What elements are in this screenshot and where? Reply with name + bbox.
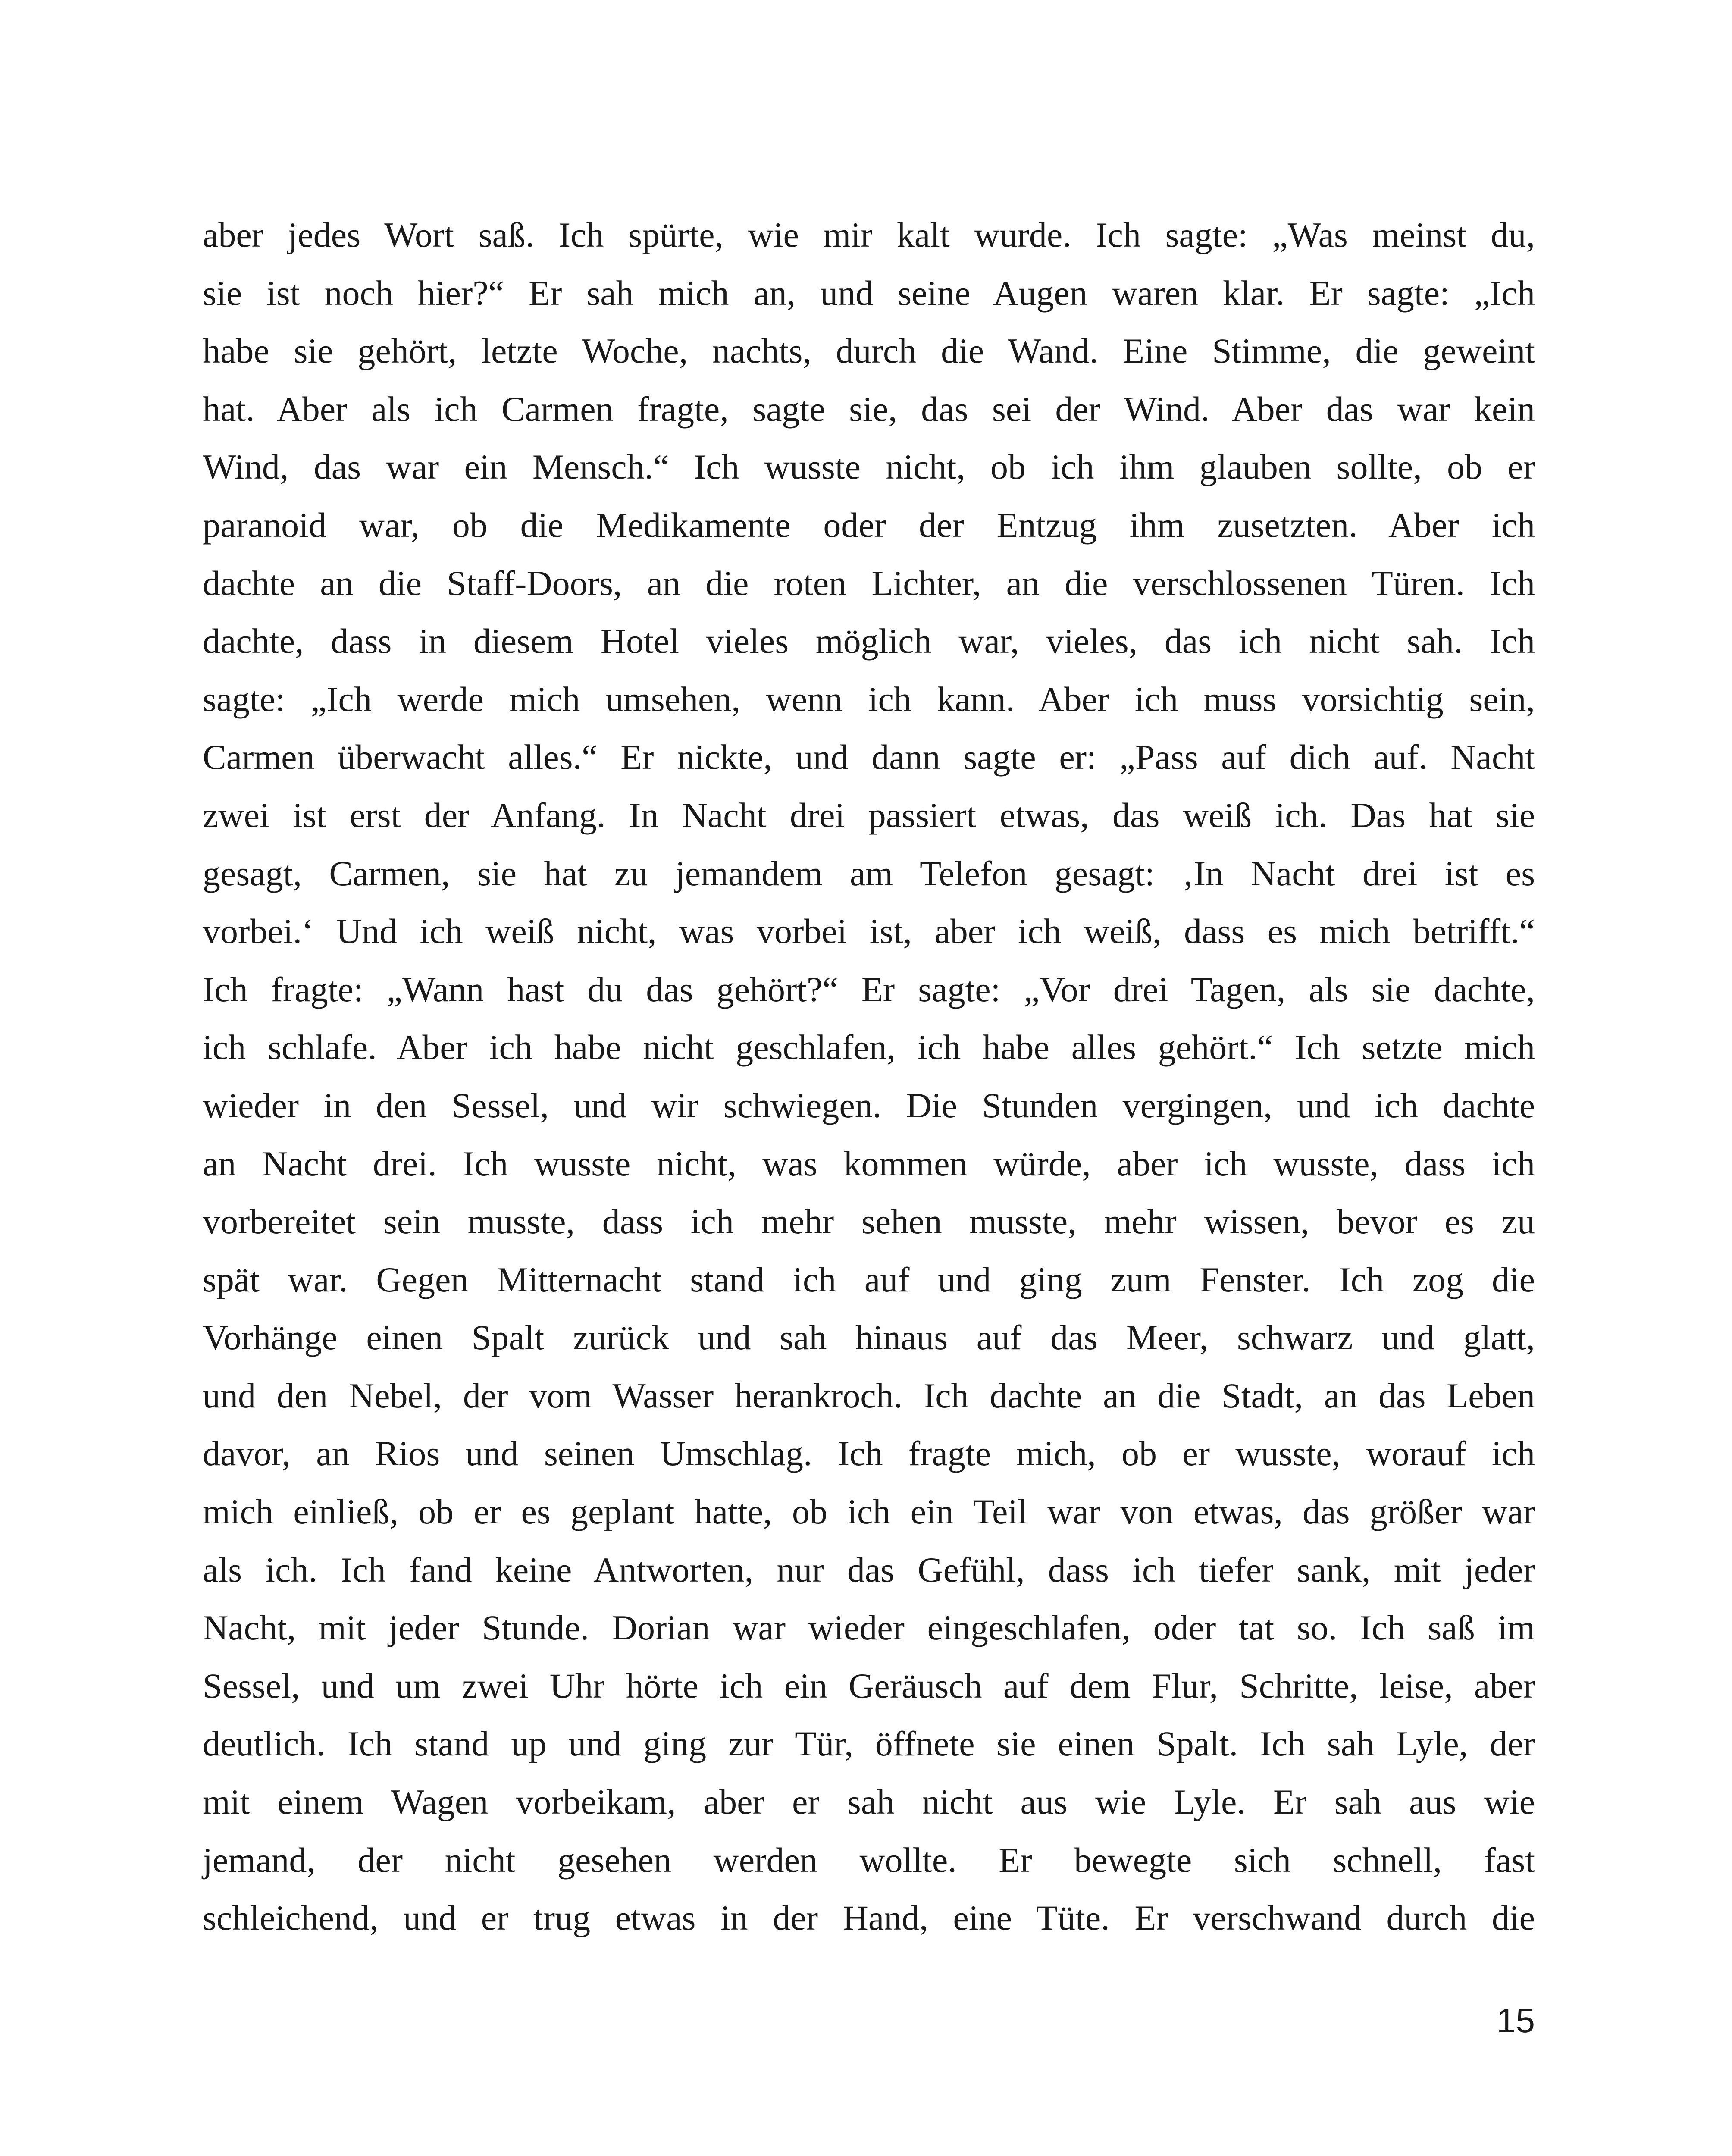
text-line: Vorhänge einen Spalt zurück und sah hinaus auf das Meer, schwarz und glatt, [203,1318,1535,1357]
text-line: hat. Aber als ich Carmen fragte, sagte sie, das sei der Wind. Aber das war kein [203,389,1535,429]
text-line: Wind, das war ein Mensch.“ Ich wusste nicht, ob ich ihm glauben sollte, ob er [203,447,1535,487]
text-line: mit einem Wagen vorbeikam, aber er sah nicht aus wie Lyle. Er sah aus wie [203,1782,1535,1822]
text-line: sagte: „Ich werde mich umsehen, wenn ich kann. Aber ich muss vorsichtig sein, [203,679,1535,719]
text-line: gesagt, Carmen, sie hat zu jemandem am Telefon gesagt: ‚In Nacht drei ist es [203,853,1535,893]
text-line: deutlich. Ich stand up und ging zur Tür, öffnete sie einen Spalt. Ich sah Lyle, der [203,1724,1535,1764]
text-line: zwei ist erst der Anfang. In Nacht drei passiert etwas, das weiß ich. Das hat sie [203,795,1535,835]
text-line: vorbei.‘ Und ich weiß nicht, was vorbei ist, aber ich weiß, dass es mich betrifft.“ [203,912,1535,951]
text-line: vorbereitet sein musste, dass ich mehr sehen musste, mehr wissen, bevor es zu [203,1202,1535,1241]
text-line: spät war. Gegen Mitternacht stand ich auf und ging zum Fenster. Ich zog die [203,1260,1535,1299]
text-line: dachte an die Staff-Doors, an die roten Lichter, an die verschlossenen Türen. Ich [203,563,1535,603]
page-number: 15 [1497,2001,1535,2040]
text-line: Sessel, und um zwei Uhr hörte ich ein Geräusch auf dem Flur, Schritte, leise, aber [203,1666,1535,1705]
text-line: und den Nebel, der vom Wasser herankroch. Ich dachte an die Stadt, an das Leben [203,1376,1535,1415]
text-line: Ich fragte: „Wann hast du das gehört?“ Er sagte: „Vor drei Tagen, als sie dachte, [203,969,1535,1009]
text-line: mich einließ, ob er es geplant hatte, ob ich ein Teil war von etwas, das größer war [203,1492,1535,1532]
body-text [203,206,1535,1947]
text-line: an Nacht drei. Ich wusste nicht, was kommen würde, aber ich wusste, dass ich [203,1144,1535,1183]
text-line: als ich. Ich fand keine Antworten, nur das Gefühl, dass ich tiefer sank, mit jeder [203,1550,1535,1589]
text-line: ich schlafe. Aber ich habe nicht geschlafen, ich habe alles gehört.“ Ich setzte mich [203,1028,1535,1067]
text-line: aber jedes Wort saß. Ich spürte, wie mir kalt wurde. Ich sagte: „Was meinst du, [203,215,1535,254]
text-line: dachte, dass in diesem Hotel vieles möglich war, vieles, das ich nicht sah. Ich [203,621,1535,661]
text-line: habe sie gehört, letzte Woche, nachts, durch die Wand. Eine Stimme, die geweint [203,331,1535,371]
text-line: schleichend, und er trug etwas in der Hand, eine Tüte. Er verschwand durch die [203,1898,1535,1938]
text-line: wieder in den Sessel, und wir schwiegen. Die Stunden vergingen, und ich dachte [203,1085,1535,1125]
text-line: Carmen überwacht alles.“ Er nickte, und dann sagte er: „Pass auf dich auf. Nacht [203,737,1535,777]
text-line: paranoid war, ob die Medikamente oder der Entzug ihm zusetzten. Aber ich [203,505,1535,545]
text-line: davor, an Rios und seinen Umschlag. Ich fragte mich, ob er wusste, worauf ich [203,1434,1535,1473]
text-line: sie ist noch hier?“ Er sah mich an, und seine Augen waren klar. Er sagte: „Ich [203,273,1535,313]
text-line: Nacht, mit jeder Stunde. Dorian war wieder eingeschlafen, oder tat so. Ich saß im [203,1608,1535,1648]
text-line: jemand, der nicht gesehen werden wollte. Er bewegte sich schnell, fast [203,1840,1535,1880]
